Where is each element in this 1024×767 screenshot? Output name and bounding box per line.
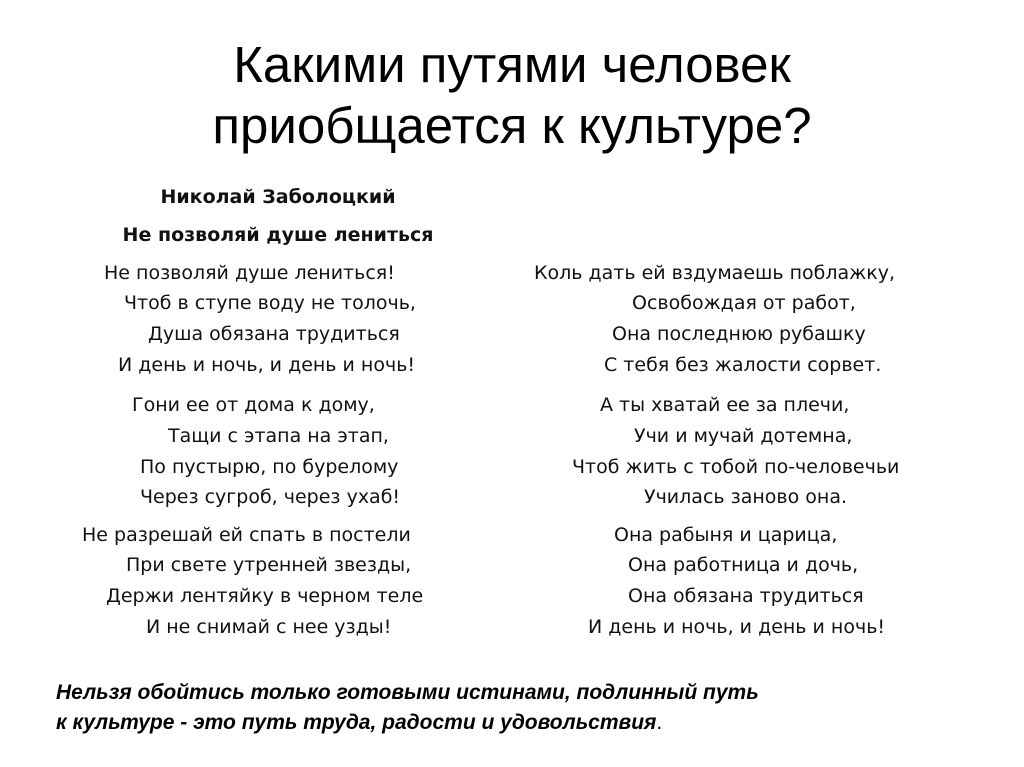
poem-line: И не снимай с нее узды! <box>146 616 392 638</box>
slide-title <box>0 34 1024 156</box>
poem-line: А ты хватай ее за плечи, <box>600 394 850 416</box>
conclusion-line: Нельзя обойтись только готовыми истинами, подлинный путь <box>56 681 759 704</box>
poem-line: Освобождая от работ, <box>632 292 856 314</box>
poem-line: Она последнюю рубашку <box>612 323 866 345</box>
conclusion-text <box>56 678 759 738</box>
poem-line: Не разрешай ей спать в постели <box>82 524 411 546</box>
poem-line: Душа обязана трудиться <box>148 323 400 345</box>
poem-line: Она работница и дочь, <box>628 554 859 576</box>
poem-line: И день и ночь, и день и ночь! <box>588 616 886 638</box>
poem-line: Чтоб жить с тобой по-человечьи <box>572 456 900 478</box>
poem-line: Учи и мучай дотемна, <box>634 425 853 447</box>
poem-line: Она рабыня и царица, <box>614 524 838 546</box>
slide-title-line: Какими путями человек <box>233 36 791 93</box>
poem-line: И день и ночь, и день и ночь! <box>118 354 416 376</box>
slide-title-line: приобщается к культуре? <box>212 97 812 154</box>
poem-line: Коль дать ей вздумаешь поблажку, <box>534 262 896 284</box>
poem-line: Через сугроб, через ухаб! <box>140 486 401 508</box>
conclusion-end-mark: . <box>656 711 663 734</box>
poem-line: Тащи с этапа на этап, <box>168 425 389 447</box>
conclusion-line <box>56 708 759 738</box>
poem-author: Николай Заболоцкий <box>160 186 396 208</box>
poem-line: Она обязана трудиться <box>628 585 864 607</box>
poem-line: Не позволяй душе лениться! <box>104 262 395 284</box>
poem-line: При свете утренней звезды, <box>126 554 412 576</box>
poem-line: Гони ее от дома к дому, <box>132 394 375 416</box>
poem-line: Держи лентяйку в черном теле <box>106 585 424 607</box>
poem-title: Не позволяй душе лениться <box>122 224 434 246</box>
poem-line: Училась заново она. <box>644 486 848 508</box>
conclusion-line-text: к культуре - это путь труда, радости и удовольствия <box>56 711 657 734</box>
poem-line: Чтоб в ступе воду не толочь, <box>124 292 416 314</box>
poem-line: По пустырю, по бурелому <box>140 456 399 478</box>
poem-line: С тебя без жалости сорвет. <box>604 354 882 376</box>
